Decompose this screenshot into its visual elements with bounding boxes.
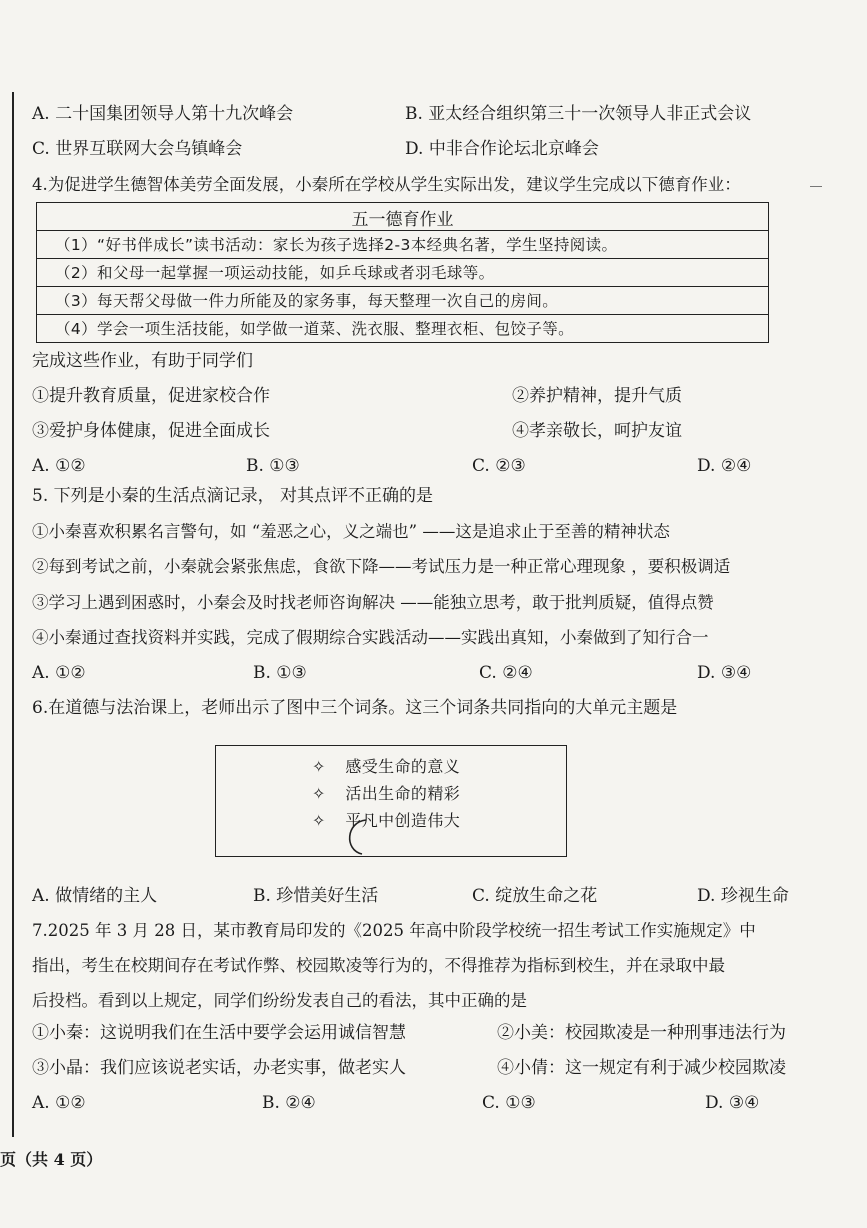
q6-entries-frame [215, 745, 567, 857]
q4-prompt: 完成这些作业，有助于同学们 [32, 351, 253, 371]
q5-stem: 5. 下列是小秦的生活点滴记录， 对其点评不正确的是 [32, 486, 434, 506]
q7-stem-line-3: 后投档。看到以上规定，同学们纷纷发表自己的看法，其中正确的是 [32, 991, 527, 1010]
q4-item-1: ①提升教育质量，促进家校合作 [32, 386, 270, 406]
q4-table-row [37, 286, 768, 315]
q6-entry [312, 783, 460, 805]
scan-mark [810, 186, 822, 187]
q4-option-a: A. ①② [32, 456, 86, 476]
q7-option-a: A. ①② [32, 1093, 86, 1113]
q7-option-b: B. ②④ [262, 1093, 316, 1113]
q7-stem-line-2: 指出，考生在校期间存在考试作弊、校园欺凌等行为的，不得推荐为指标到校生，并在录取中最 [32, 956, 725, 975]
diamond-bullet-icon: ✧ [312, 784, 326, 803]
q5-option-c: C. ②④ [479, 663, 533, 683]
q4-table-row [37, 258, 768, 287]
q4-table-title: 五一德育作业 [351, 210, 454, 230]
binding-margin-line [12, 92, 14, 1137]
q7-option-d: D. ③④ [705, 1093, 760, 1113]
q5-item-2: ②每到考试之前，小秦就会紧张焦虑，食欲下降——考试压力是一种正常心理现象 ，要积极调适 [32, 557, 731, 576]
q7-option-c: C. ①③ [482, 1093, 536, 1113]
q5-option-a: A. ①② [32, 663, 86, 683]
q4-table-row-text: （2）和父母一起掌握一项运动技能，如乒乓球或者羽毛球等。 [55, 264, 495, 282]
q3-option-c: C. 世界互联网大会乌镇峰会 [32, 139, 243, 159]
q4-option-d: D. ②④ [697, 456, 752, 476]
diamond-bullet-icon: ✧ [312, 757, 326, 776]
q5-option-b: B. ①③ [253, 663, 307, 683]
q6-entry-text: 活出生命的精彩 [345, 784, 461, 803]
q4-table-row [37, 230, 768, 259]
pen-mark-icon [336, 816, 396, 856]
q5-item-1: ①小秦喜欢积累名言警句，如 “羞恶之心，义之端也” ——这是追求止于至善的精神状态 [32, 522, 670, 541]
q4-option-c: C. ②③ [472, 456, 526, 476]
page-footer: 页（共 4 页） [0, 1150, 103, 1169]
q6-option-a: A. 做情绪的主人 [32, 886, 158, 906]
q3-option-a: A. 二十国集团领导人第十九次峰会 [32, 104, 294, 124]
q4-homework-table [36, 202, 769, 343]
q4-table-row-text: （4）学会一项生活技能，如学做一道菜、洗衣服、整理衣柜、包饺子等。 [55, 320, 575, 338]
q4-item-3: ③爱护身体健康，促进全面成长 [32, 421, 270, 441]
q6-option-c: C. 绽放生命之花 [472, 886, 598, 906]
q4-table-row [37, 314, 768, 342]
q4-option-b: B. ①③ [246, 456, 300, 476]
q7-item-1: ①小秦：这说明我们在生活中要学会运用诚信智慧 [32, 1023, 406, 1043]
q4-stem: 4.为促进学生德智体美劳全面发展，小秦所在学校从学生实际出发，建议学生完成以下德育作业： [32, 175, 741, 194]
q4-item-2: ②养护精神，提升气质 [512, 386, 682, 406]
q5-item-3: ③学习上遇到困惑时，小秦会及时找老师咨询解决 ——能独立思考，敢于批判质疑，值得点赞 [32, 593, 714, 612]
q4-table-row-text: （3）每天帮父母做一件力所能及的家务事，每天整理一次自己的房间。 [55, 292, 559, 310]
diamond-bullet-icon: ✧ [312, 811, 326, 830]
q7-item-4: ④小倩：这一规定有利于减少校园欺凌 [497, 1058, 786, 1078]
q6-entry-text: 感受生命的意义 [345, 757, 461, 776]
q7-item-3: ③小晶：我们应该说老实话，办老实事，做老实人 [32, 1058, 406, 1078]
q4-table-row-text: （1）“好书伴成长”读书活动：家长为孩子选择2-3本经典名著，学生坚持阅读。 [55, 236, 618, 254]
q6-option-b: B. 珍惜美好生活 [253, 886, 379, 906]
q5-item-4: ④小秦通过查找资料并实践，完成了假期综合实践活动——实践出真知，小秦做到了知行合一 [32, 628, 709, 647]
q6-stem: 6.在道德与法治课上，老师出示了图中三个词条。这三个词条共同指向的大单元主题是 [32, 698, 678, 718]
q6-entry-text: 平凡中创造伟大 [345, 811, 461, 830]
q6-entry [312, 756, 460, 778]
q5-option-d: D. ③④ [697, 663, 752, 683]
q6-option-d: D. 珍视生命 [697, 886, 789, 906]
q3-option-b: B. 亚太经合组织第三十一次领导人非正式会议 [405, 104, 752, 124]
q7-stem-line-1: 7.2025 年 3 月 28 日，某市教育局印发的《2025 年高中阶段学校统一招生考试工作实施规定》中 [32, 921, 756, 940]
q7-item-2: ②小美：校园欺凌是一种刑事违法行为 [497, 1023, 786, 1043]
q4-item-4: ④孝亲敬长，呵护友谊 [512, 421, 682, 441]
q3-option-d: D. 中非合作论坛北京峰会 [405, 139, 599, 159]
